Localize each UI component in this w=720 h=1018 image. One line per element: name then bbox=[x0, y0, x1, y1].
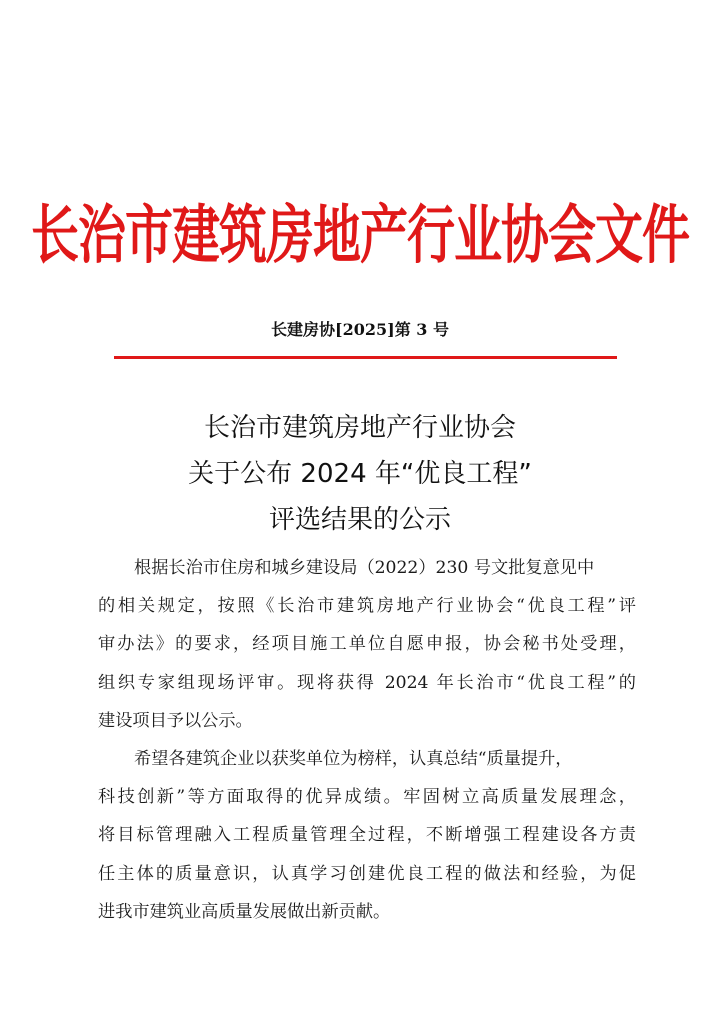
document-number: 长建房协[2025]第 3 号 bbox=[271, 320, 449, 339]
document-masthead: 长治市建筑房地产行业协会文件 bbox=[30, 198, 689, 273]
body-line: 的相关规定，按照《长治市建筑房地产行业协会“优良工程”评 bbox=[98, 596, 636, 617]
red-separator-rule bbox=[114, 356, 617, 359]
document-title bbox=[0, 405, 720, 543]
body-line: 科技创新”等方面取得的优异成绩。牢固树立高质量发展理念， bbox=[98, 787, 636, 808]
document-body bbox=[98, 549, 636, 931]
body-line: 任主体的质量意识，认真学习创建优良工程的做法和经验，为促 bbox=[98, 863, 636, 884]
body-line: 根据长治市住房和城乡建设局（2022）230 号文批复意见中 bbox=[134, 558, 595, 578]
body-line: 希望各建筑企业以获奖单位为榜样，认真总结“质量提升， bbox=[134, 748, 573, 769]
body-line: 组织专家组现场评审。现将获得 2024 年长治市“优良工程”的 bbox=[98, 672, 636, 693]
title-line-3: 评选结果的公示 bbox=[268, 505, 451, 535]
title-line-2: 关于公布 2024 年“优良工程” bbox=[188, 459, 532, 489]
title-line-1: 长治市建筑房地产行业协会 bbox=[203, 413, 516, 443]
body-line: 审办法》的要求，经项目施工单位自愿申报，协会秘书处受理， bbox=[98, 634, 636, 655]
body-line: 将目标管理融入工程质量管理全过程，不断增强工程建设各方责 bbox=[98, 825, 636, 846]
body-line: 建设项目予以公示。 bbox=[98, 710, 253, 731]
body-line: 进我市建筑业高质量发展做出新贡献。 bbox=[98, 901, 391, 922]
